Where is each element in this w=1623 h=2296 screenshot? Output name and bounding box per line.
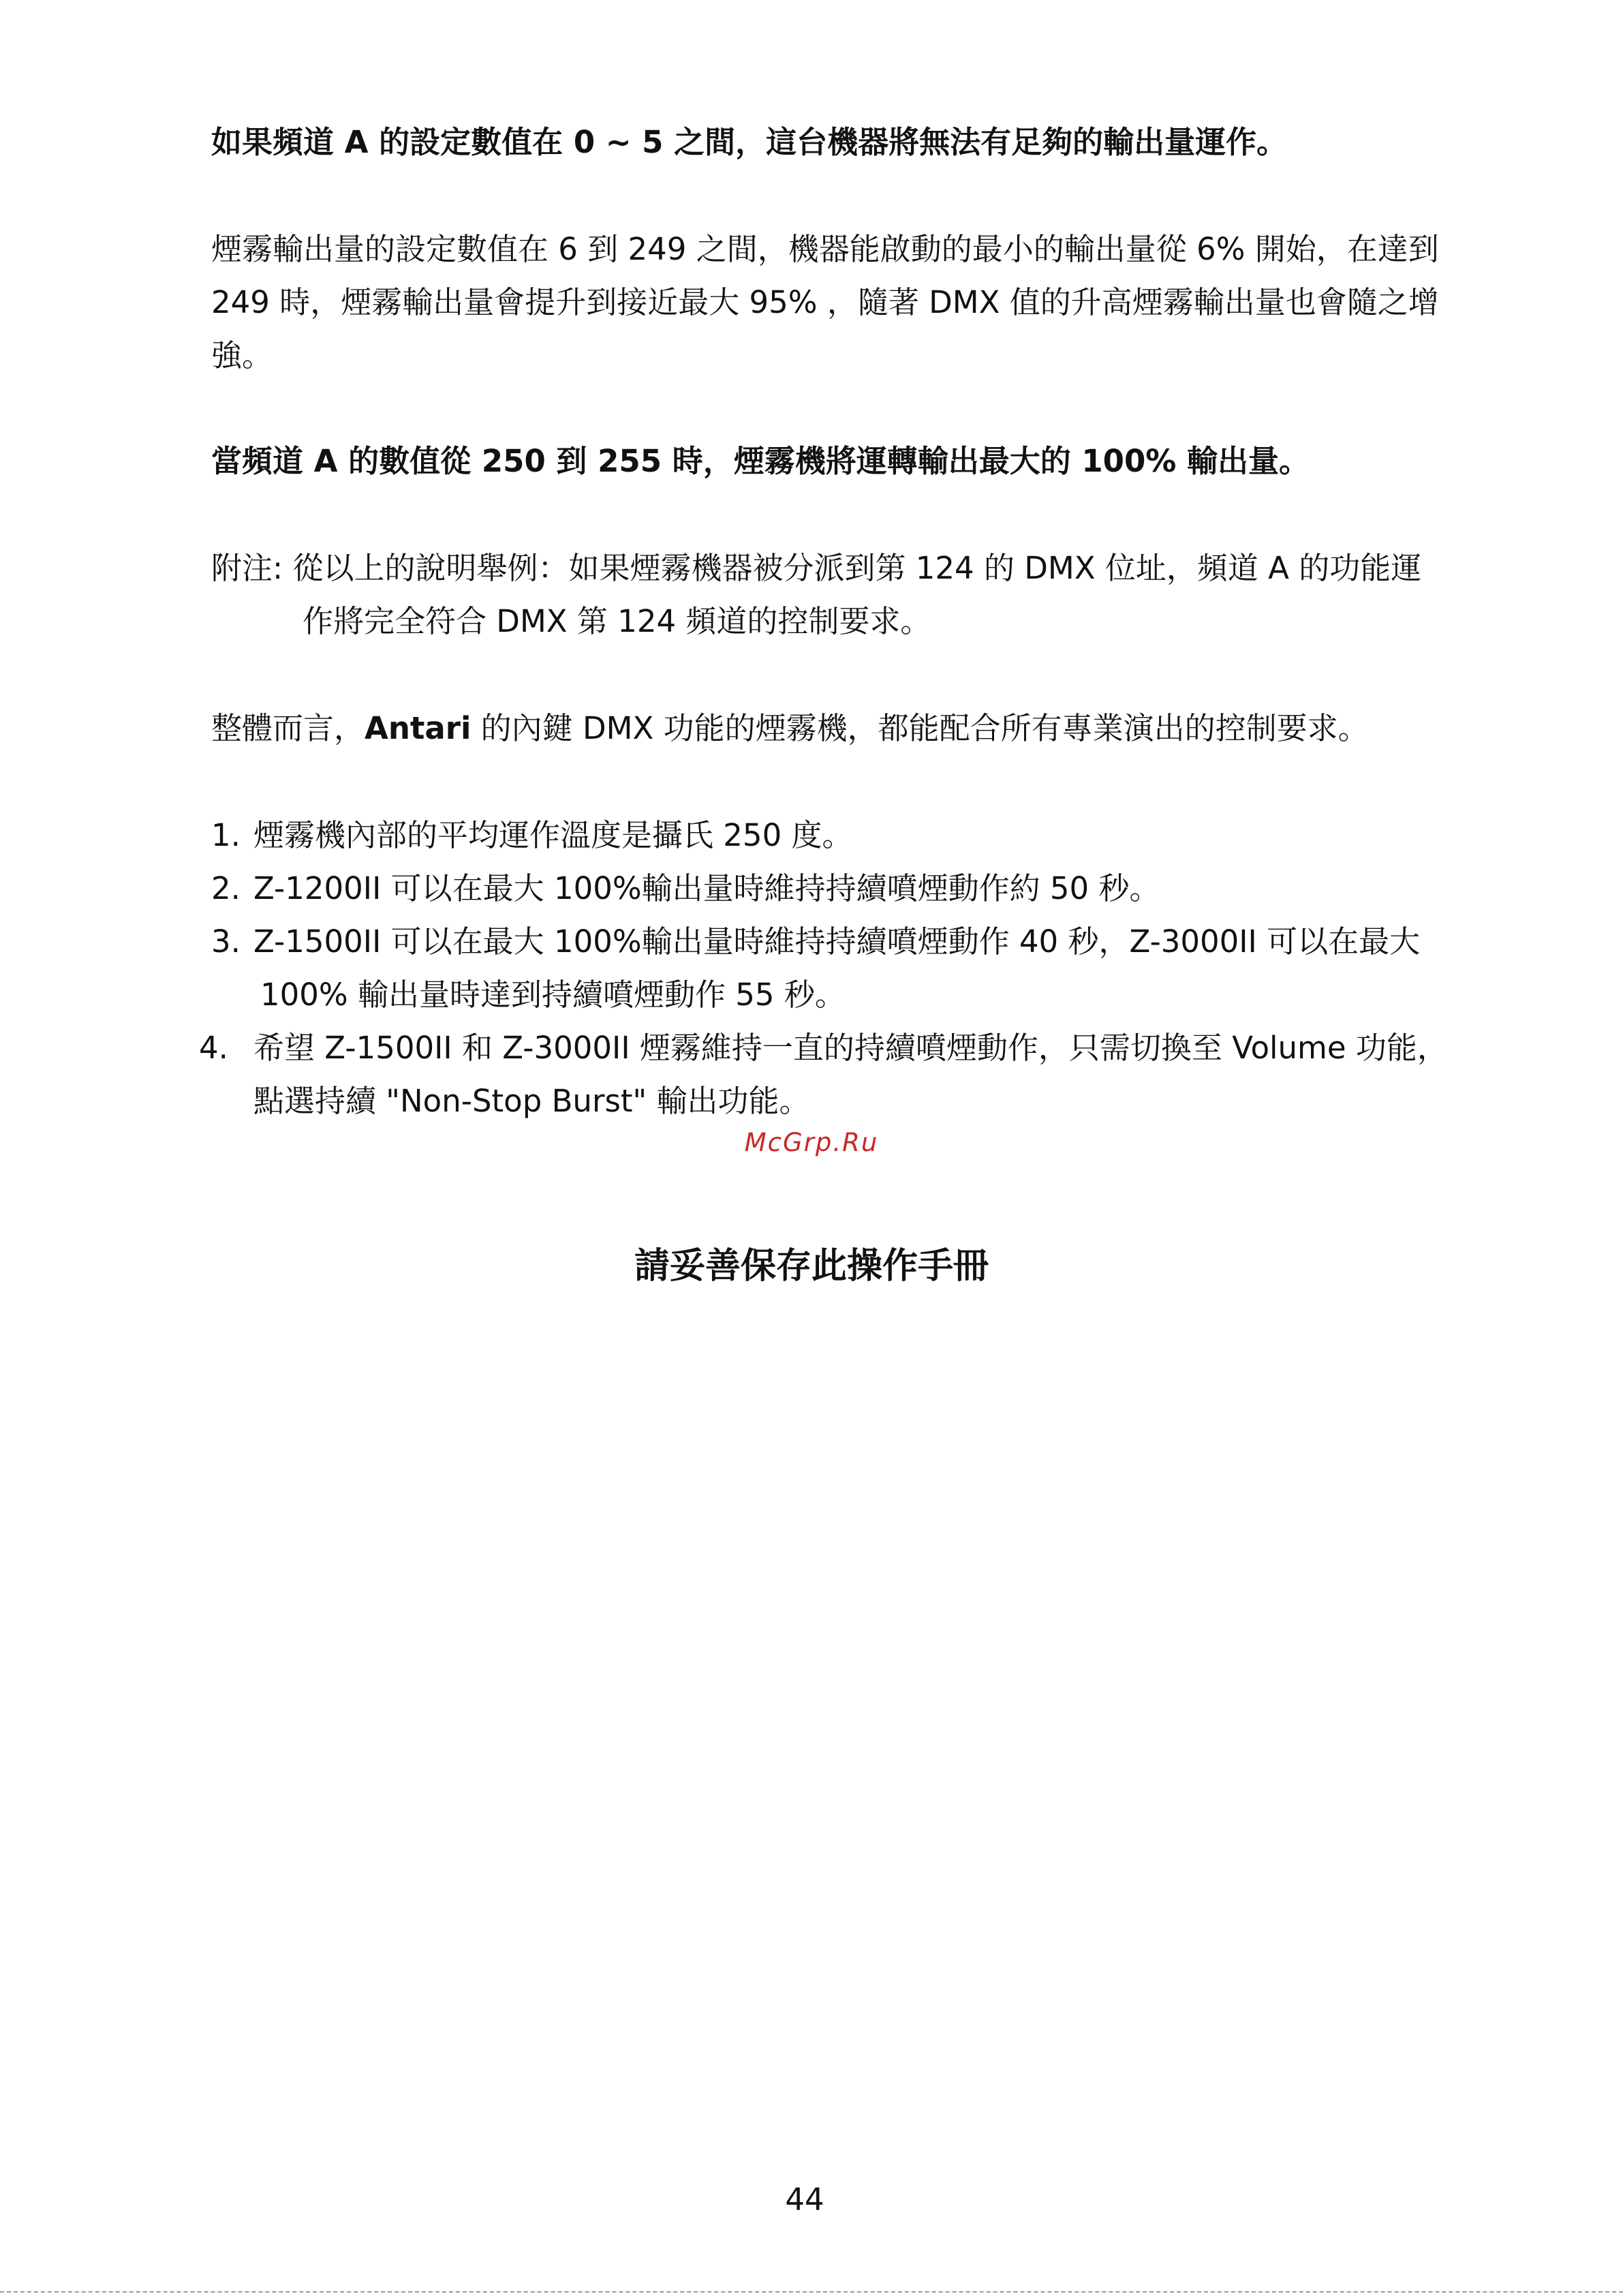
page-number: 44 xyxy=(785,2182,824,2218)
list-item-number: 3. xyxy=(211,923,241,960)
watermark: McGrp.Ru xyxy=(744,1128,879,1157)
footnote-line: 附注: 從以上的說明舉例：如果煙霧機器被分派到第 124 的 DMX 位址，頻道 A 的功能運 xyxy=(211,550,1422,586)
summary-lead: 整體而言， xyxy=(211,710,365,746)
list-item: 煙霧機內部的平均運作溫度是攝氏 250 度。 xyxy=(253,817,853,853)
list-item-continuation: 100% 輸出量時達到持續噴煙動作 55 秒。 xyxy=(260,977,846,1013)
footnote-paragraph xyxy=(211,542,1421,648)
note-paragraph-bold-1: 如果頻道 A 的設定數值在 0 ~ 5 之間，這台機器將無法有足夠的輸出量運作。 xyxy=(211,124,1288,160)
note-paragraph-bold-2: 當頻道 A 的數值從 250 到 255 時，煙霧機將運轉輸出最大的 100% 輸出量。 xyxy=(211,443,1310,479)
list-item-number: 2. xyxy=(211,870,241,906)
summary-rest: 的內鍵 DMX 功能的煙霧機，都能配合所有專業演出的控制要求。 xyxy=(471,710,1369,746)
summary-paragraph xyxy=(211,702,1369,755)
paragraph-line: 強。 xyxy=(211,337,273,373)
list-item: Z-1500II 可以在最大 100%輸出量時維持持續噴煙動作 40 秒，Z-3000II 可以在最大 xyxy=(253,923,1421,960)
list-item-continuation: 點選持續 "Non-Stop Burst" 輸出功能。 xyxy=(253,1083,810,1119)
list-item: Z-1200II 可以在最大 100%輸出量時維持持續噴煙動作約 50 秒。 xyxy=(253,870,1160,906)
list-item-number: 1. xyxy=(211,817,241,853)
brand-name: Antari xyxy=(365,710,472,746)
smoke-output-paragraph xyxy=(211,223,1439,382)
paragraph-line: 煙霧輸出量的設定數值在 6 到 249 之間，機器能啟動的最小的輸出量從 6% 開始，在達到 xyxy=(211,231,1439,267)
list-item: 希望 Z-1500II 和 Z-3000II 煙霧維持一直的持續噴煙動作，只需切換至 Volume 功能， xyxy=(253,1030,1448,1066)
paragraph-line: 249 時，煙霧輸出量會提升到接近最大 95% ，隨著 DMX 值的升高煙霧輸出量也會隨之增 xyxy=(211,284,1439,320)
page-bottom-divider xyxy=(0,2291,1623,2293)
footnote-line-indented: 作將完全符合 DMX 第 124 頻道的控制要求。 xyxy=(303,603,931,639)
list-item-number: 4. xyxy=(199,1030,228,1066)
closing-heading: 請妥善保存此操作手冊 xyxy=(634,1246,989,1287)
